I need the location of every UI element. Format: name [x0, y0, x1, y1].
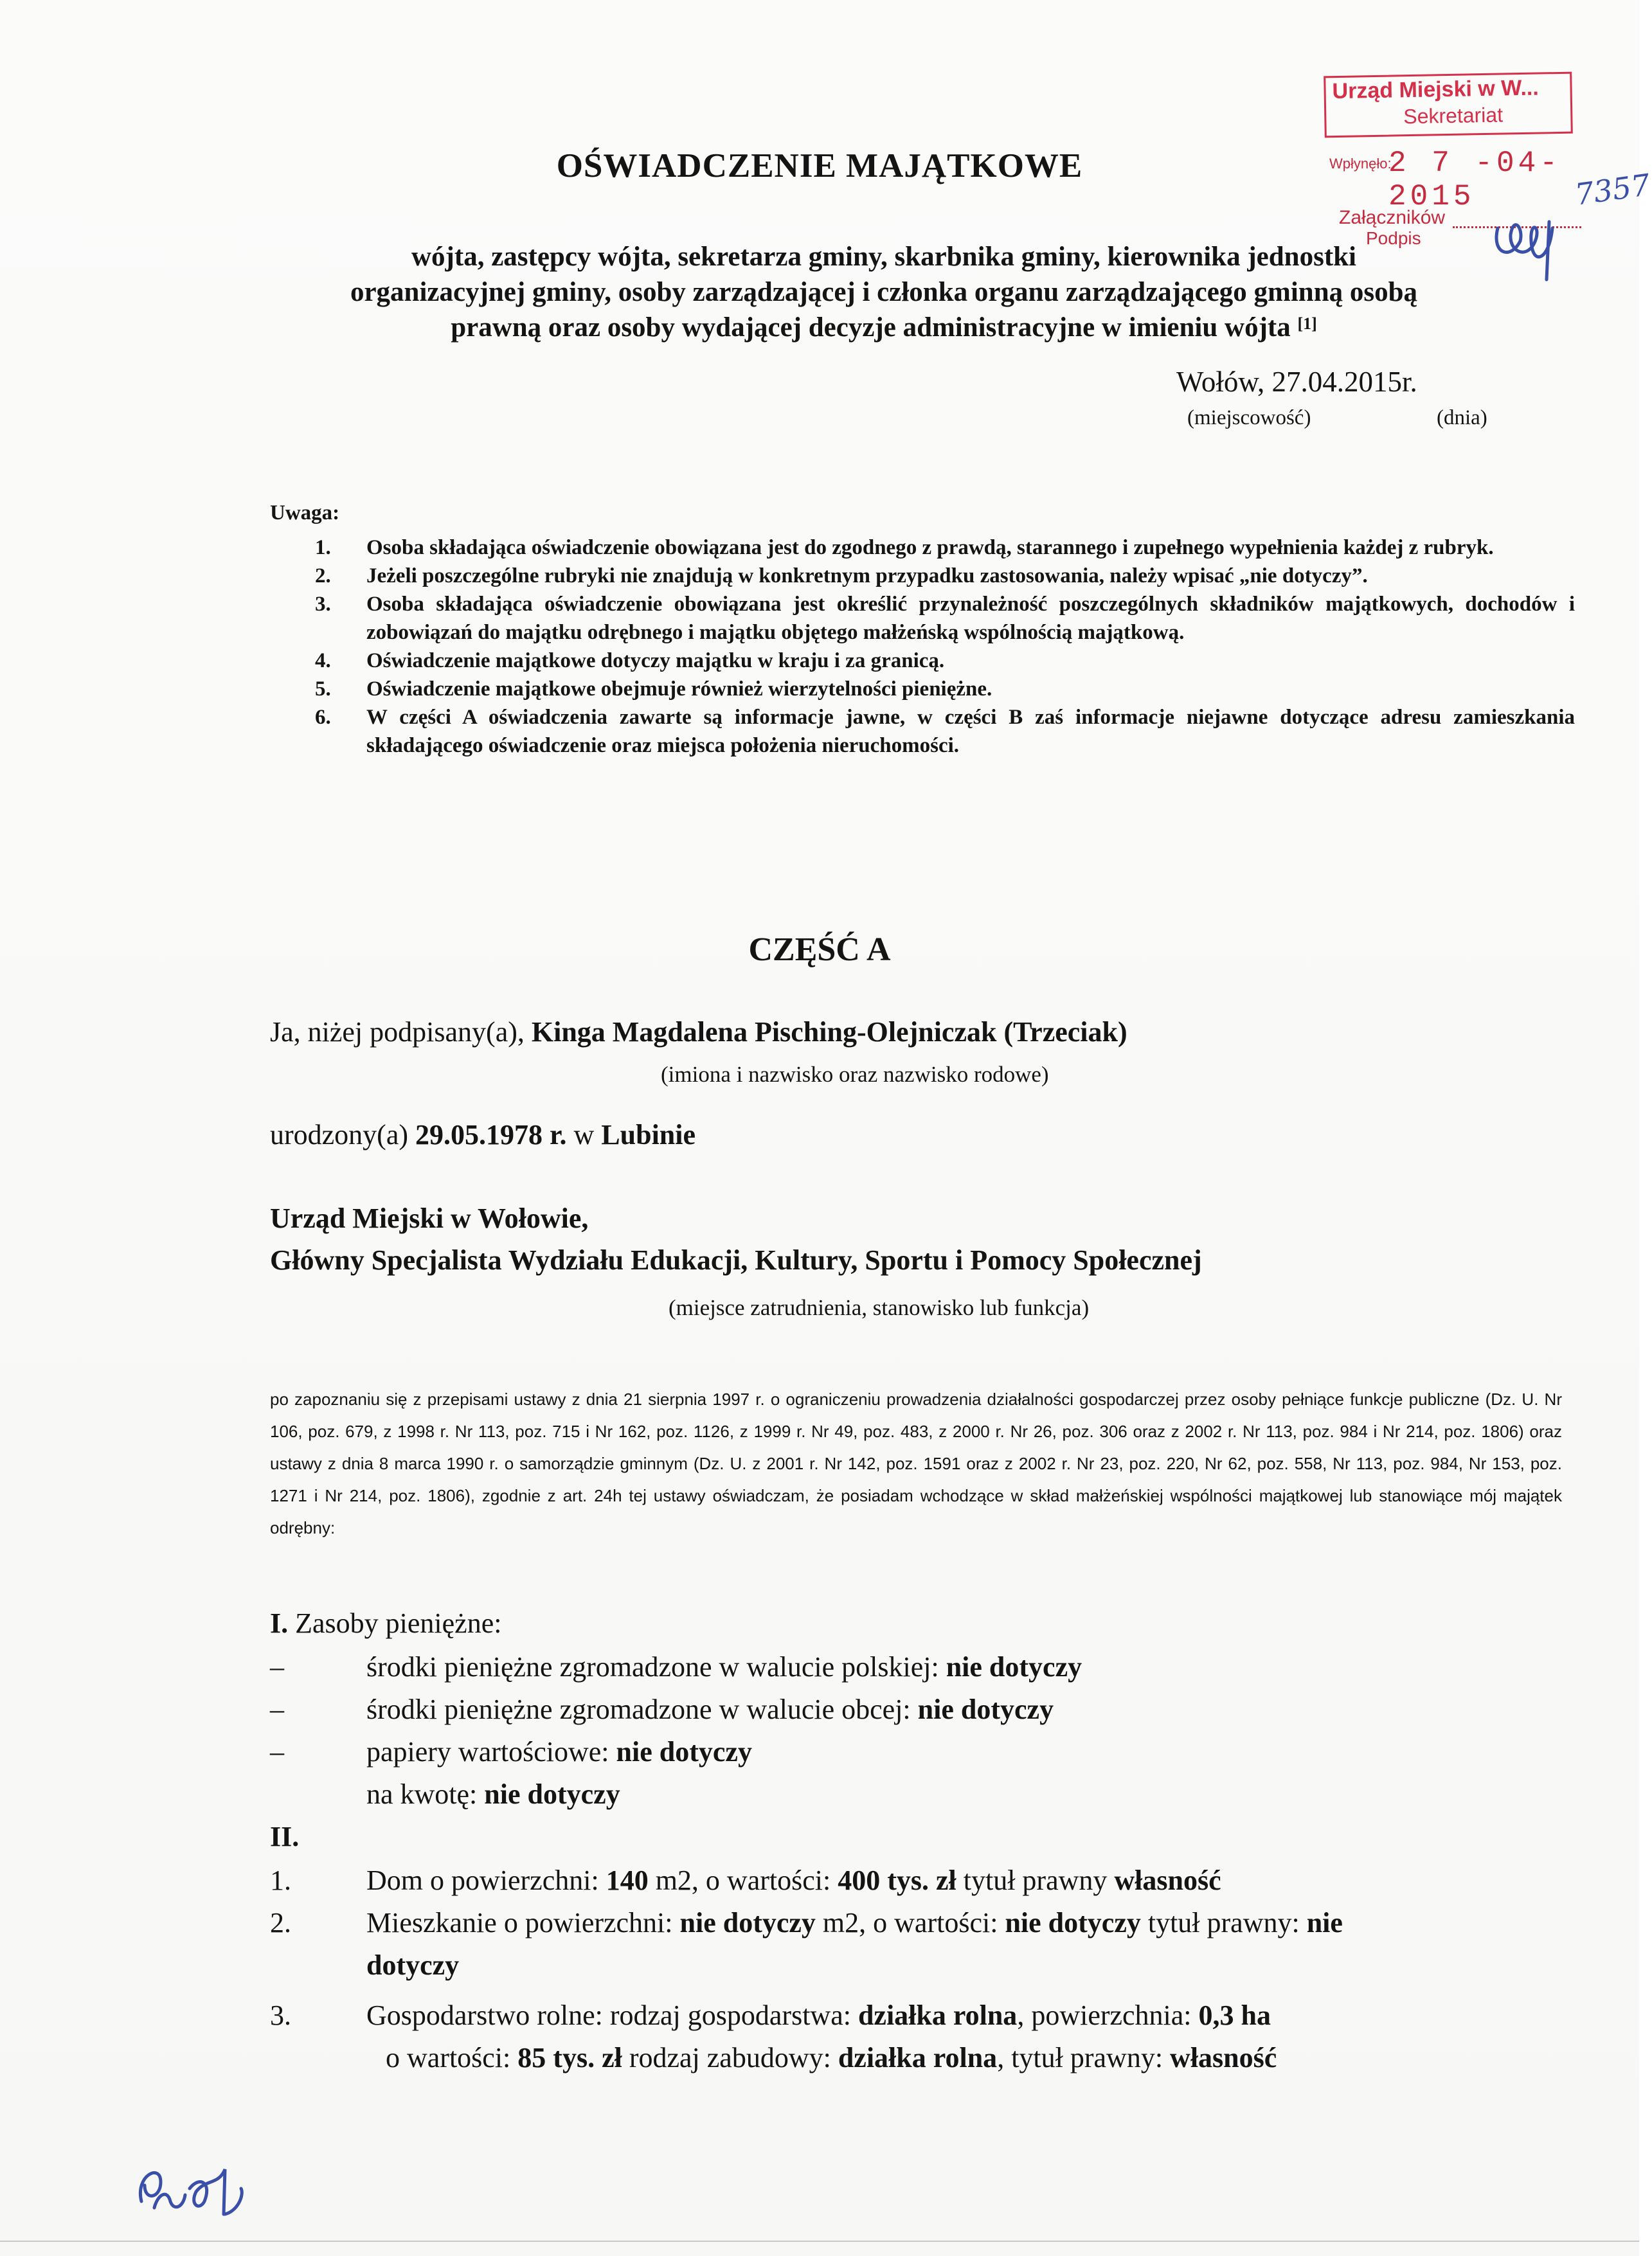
declarant-name: Kinga Magdalena Pisching-Olejniczak (Trzeciak)	[531, 1016, 1127, 1048]
item-2-num: 2.	[270, 1907, 291, 1938]
stamp-attachments-label: Załączników	[1339, 207, 1446, 228]
stamp-received-label: Wpłynęło:	[1329, 156, 1392, 172]
birth-place: Lubinie	[601, 1119, 696, 1150]
date-caption: (dnia)	[1437, 406, 1487, 429]
initials-scribble	[129, 2150, 257, 2227]
farm-line-cont: o wartości: 85 tys. zł rodzaj zabudowy: działka rolna, tytuł prawny: własność	[386, 2042, 1277, 2073]
section-2-heading: II.	[270, 1821, 300, 1852]
dash-3: –	[270, 1736, 284, 1768]
subtitle-line-2: organizacyjnej gminy, osoby zarządzającej i członka organu zarządzającego gminną osobą	[350, 277, 1418, 307]
section-1-heading: I. Zasoby pieniężne:	[270, 1607, 502, 1639]
document-subtitle	[251, 239, 1517, 345]
employer: Urząd Miejski w Wołowie,	[270, 1203, 589, 1234]
note-item: 2. Jeżeli poszczególne rubryki nie znajdują w konkretnym przypadku zastosowania, należy wpisać „nie dotyczy”.	[315, 564, 1368, 587]
stamp-office: Urząd Miejski w W...	[1332, 75, 1540, 104]
dash-1: –	[270, 1651, 284, 1683]
item-1-num: 1.	[270, 1865, 291, 1896]
apartment-line-cont: dotyczy	[366, 1949, 460, 1981]
stamp-department: Sekretariat	[1403, 103, 1504, 129]
notes-list	[315, 533, 1575, 760]
name-caption: (imiona i nazwisko oraz nazwisko rodowe)	[661, 1062, 1049, 1087]
amount-line: na kwotę: nie dotyczy	[366, 1778, 620, 1810]
apartment-line: Mieszkanie o powierzchni: nie dotyczy m2, o wartości: nie dotyczy tytuł prawny: nie	[366, 1907, 1343, 1938]
item-3-num: 3.	[270, 2000, 291, 2031]
legal-basis-text: po zapoznaniu się z przepisami ustawy z dnia 21 sierpnia 1997 r. o ograniczeniu prowadzenia działalności gospodarczej przez osoby pełniące funkcje publiczne (Dz. U. Nr 106, poz. 679, z 1998 r. Nr 113, poz. 715 i Nr 162, poz. 1126, z 1999 r. Nr 49, poz. 483, z 2000 r. Nr 26, poz. 306 oraz z 2002 r. Nr 113, poz. 984 i Nr 214, poz. 1806) oraz ustawy z dnia 8 marca 1990 r. o samorządzie gminnym (Dz. U. z 2001 r. Nr 142, poz. 1591 oraz z 2002 r. Nr 23, poz. 220, Nr 62, poz. 558, Nr 113, poz. 984, Nr 153, poz. 1271 i Nr 214, poz. 1806), zgodnie z art. 24h tej ustawy oświadczam, że posiadam wchodzące w skład małżeńskiej wspólności majątkowej lub stanowiące mój majątek odrębny:	[270, 1390, 1562, 1537]
notes-label: Uwaga:	[270, 501, 340, 524]
registry-stamp	[1324, 72, 1573, 138]
cash-foreign-line: środki pieniężne zgromadzone w walucie obcej: nie dotyczy	[366, 1694, 1054, 1725]
note-item: 6. W części A oświadczenia zawarte są informacje jawne, w części B zaś informacje niejawne dotyczące adresu zamieszkania składającego oświadczenie oraz miejsca położenia nieruchomości.	[315, 706, 1575, 757]
subtitle-line-1: wójta, zastępcy wójta, sekretarza gminy, skarbnika gminy, kierownika jednostki	[411, 242, 1356, 272]
birth-line: urodzony(a) 29.05.1978 r. w Lubinie	[270, 1119, 696, 1150]
note-item: 3. Osoba składająca oświadczenie obowiązana jest określić przynależność poszczególnych składników majątkowych, dochodów i zobowiązań do majątku odrębnego i majątku objętego małżeńską wspólnością majątkową.	[315, 593, 1575, 644]
note-item: 4. Oświadczenie majątkowe dotyczy majątku w kraju i za granicą.	[315, 649, 945, 672]
position: Główny Specjalista Wydziału Edukacji, Kultury, Sportu i Pomocy Społecznej	[270, 1244, 1202, 1276]
handwritten-number: 7357	[1572, 167, 1652, 212]
note-item: 5. Oświadczenie majątkowe obejmuje również wierzytelności pieniężne.	[315, 677, 992, 701]
stamp-signature-label: Podpis	[1366, 228, 1421, 248]
employment-caption: (miejsce zatrudnienia, stanowisko lub funkcja)	[669, 1295, 1090, 1320]
place-caption: (miejscowość)	[1187, 406, 1311, 429]
farm-line: Gospodarstwo rolne: rodzaj gospodarstwa: działka rolna, powierzchnia: 0,3 ha	[366, 2000, 1271, 2031]
stamp-received-date: 2 7 -04- 2015	[1388, 147, 1561, 213]
document-title: OŚWIADCZENIE MAJĄTKOWE	[556, 147, 1083, 184]
page-bottom-edge	[0, 2241, 1639, 2242]
birth-date: 29.05.1978 r.	[415, 1119, 567, 1150]
house-line: Dom o powierzchni: 140 m2, o wartości: 400 tys. zł tytuł prawny własność	[366, 1865, 1221, 1896]
part-a-heading: CZĘŚĆ A	[748, 931, 891, 968]
dash-2: –	[270, 1694, 284, 1725]
subtitle-line-3: prawną oraz osoby wydającej decyzje administracyjne w imieniu wójta	[451, 312, 1291, 343]
securities-line: papiery wartościowe: nie dotyczy	[366, 1736, 752, 1768]
footnote-mark: [1]	[1297, 314, 1317, 333]
declarant-line: Ja, niżej podpisany(a), Kinga Magdalena Pisching-Olejniczak (Trzeciak)	[270, 1016, 1127, 1048]
place-and-date: Wołów, 27.04.2015r.	[1176, 366, 1417, 398]
note-item: 1. Osoba składająca oświadczenie obowiązana jest do zgodnego z prawdą, starannego i zupełnego wypełnienia każdej z rubryk.	[315, 536, 1494, 559]
cash-pln-line: środki pieniężne zgromadzone w walucie polskiej: nie dotyczy	[366, 1651, 1082, 1683]
